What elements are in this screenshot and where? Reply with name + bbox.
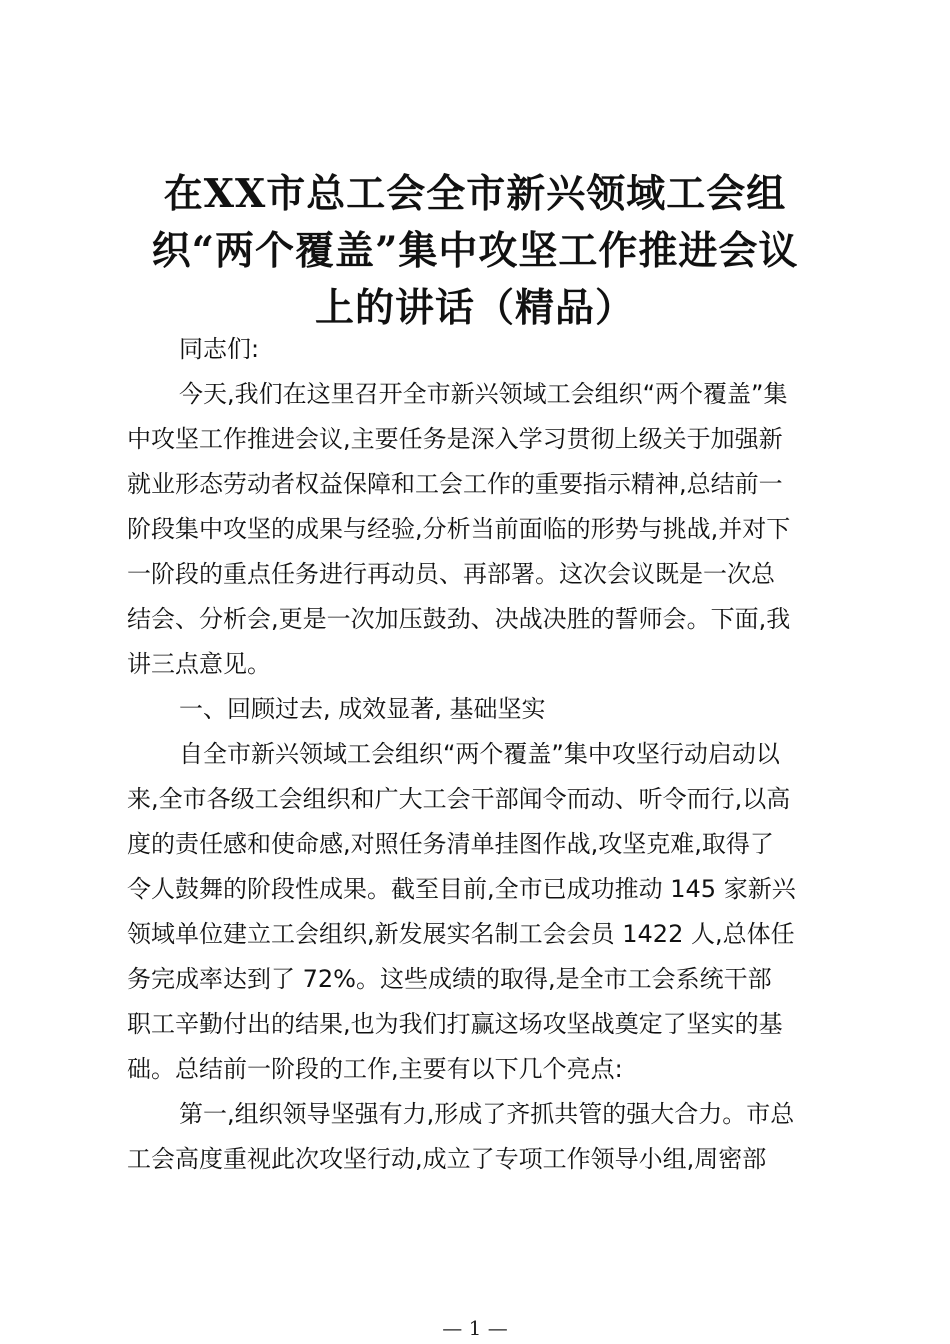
body-line: 讲三点意见。 [127, 650, 271, 678]
body-line: 自全市新兴领域工会组织“两个覆盖”集中攻坚行动启动以 [179, 740, 780, 768]
document-body [127, 327, 832, 1182]
title-line: 织“两个覆盖”集中攻坚工作推进会议 [151, 228, 799, 274]
salutation: 同志们: [179, 335, 260, 363]
body-line: 领域单位建立工会组织,新发展实名制工会会员 1422 人,总体任 [127, 920, 795, 948]
body-line: 度的责任感和使命感,对照任务清单挂图作战,攻坚克难,取得了 [127, 830, 774, 858]
document-title [100, 166, 850, 337]
body-line: 就业形态劳动者权益保障和工会工作的重要指示精神,总结前一 [127, 470, 783, 498]
body-line: 令人鼓舞的阶段性成果。截至目前,全市已成功推动 145 家新兴 [127, 875, 796, 903]
body-line: 务完成率达到了 72%。这些成绩的取得,是全市工会系统干部 [127, 965, 772, 993]
page-number: — 1 — [442, 1316, 508, 1340]
section-heading: 一、回顾过去, 成效显著, 基础坚实 [179, 695, 546, 723]
body-line: 础。总结前一阶段的工作,主要有以下几个亮点: [127, 1055, 623, 1083]
body-line: 第一,组织领导坚强有力,形成了齐抓共管的强大合力。市总 [179, 1100, 795, 1128]
body-line: 中攻坚工作推进会议,主要任务是深入学习贯彻上级关于加强新 [127, 425, 783, 453]
body-line: 今天,我们在这里召开全市新兴领域工会组织“两个覆盖”集 [179, 380, 788, 408]
body-line: 职工辛勤付出的结果,也为我们打赢这场攻坚战奠定了坚实的基 [127, 1010, 783, 1038]
body-line: 结会、分析会,更是一次加压鼓劲、决战决胜的誓师会。下面,我 [127, 605, 791, 633]
body-line: 一阶段的重点任务进行再动员、再部署。这次会议既是一次总 [127, 560, 775, 588]
body-line: 阶段集中攻坚的成果与经验,分析当前面临的形势与挑战,并对下 [127, 515, 791, 543]
body-line: 工会高度重视此次攻坚行动,成立了专项工作领导小组,周密部 [127, 1145, 767, 1173]
title-line: 在XX市总工会全市新兴领域工会组 [163, 171, 787, 217]
title-line: 上的讲话（精品） [314, 285, 635, 331]
body-line: 来,全市各级工会组织和广大工会干部闻令而动、听令而行,以高 [127, 785, 791, 813]
